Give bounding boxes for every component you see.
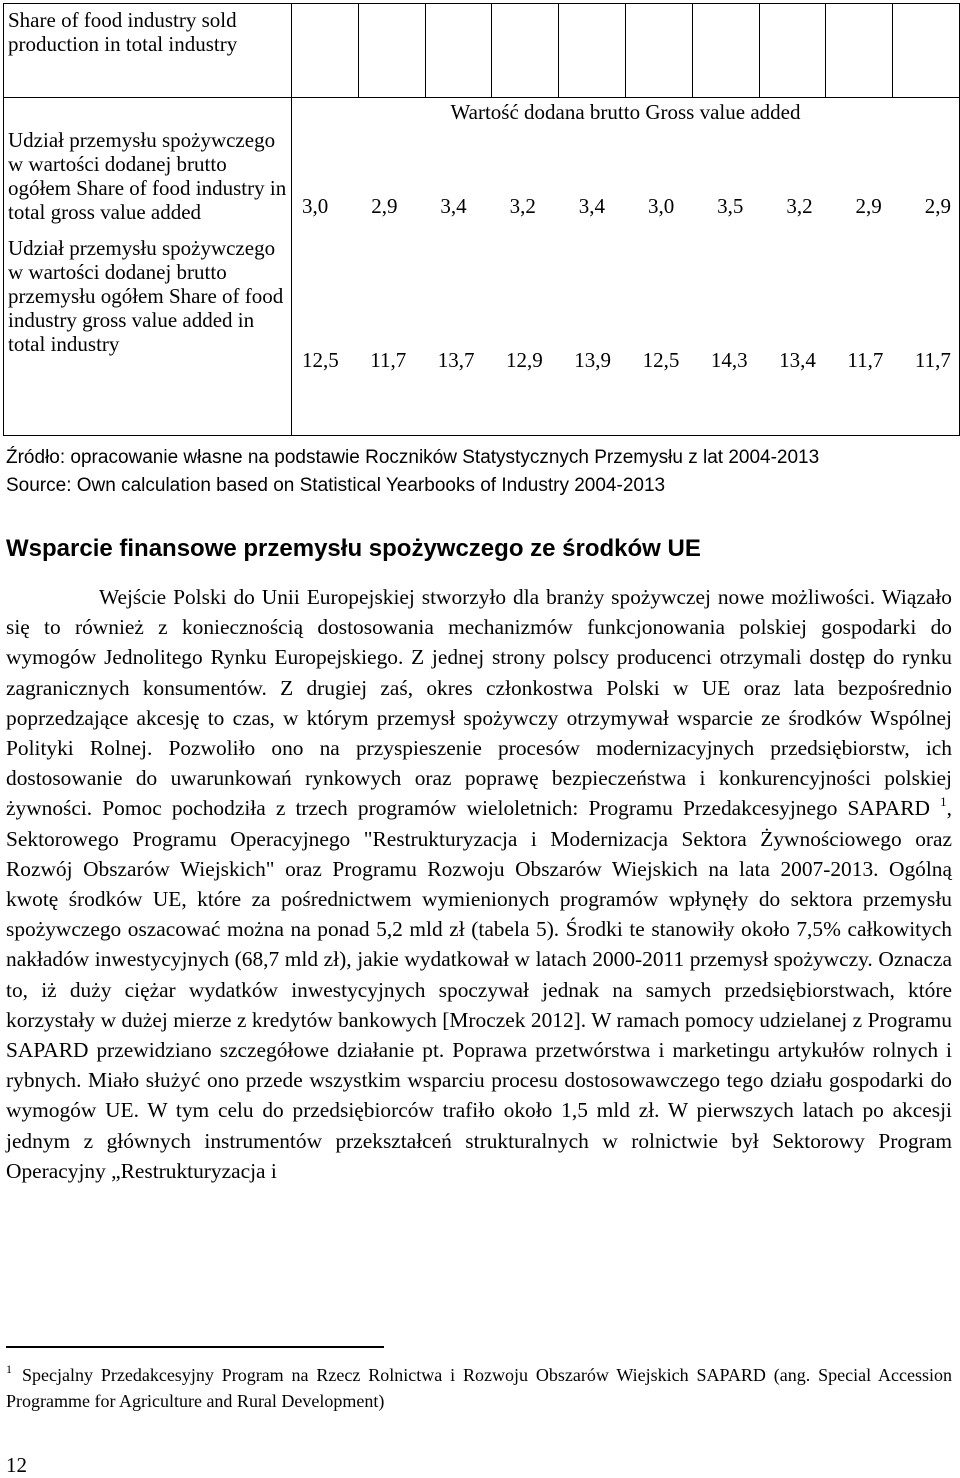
footnote-divider (6, 1346, 384, 1348)
value-cell: 11,7 (847, 348, 884, 372)
gross-value-added-block (292, 98, 960, 436)
page-number: 12 (6, 1453, 27, 1477)
table-cell (559, 4, 626, 98)
value-cell: 11,7 (370, 348, 407, 372)
body-paragraph (6, 582, 952, 1186)
footnote (6, 1362, 952, 1414)
row-label-total-gva: Udział przemysłu spożywczego w wartości dodanej brutto ogółem Share of food industry in total gross value added (8, 128, 287, 224)
footnote-text: Specjalny Przedakcesyjny Program na Rzecz Rolnictwa i Rozwoju Obszarów Wiejskich SAPARD (ang. Special Accession Programme for Agriculture and Rural Development) (6, 1365, 952, 1411)
value-cell: 12,5 (302, 348, 339, 372)
value-cell: 12,5 (642, 348, 680, 372)
table-cell (893, 4, 960, 98)
paragraph-text-part2: , Sektorowego Programu Operacyjnego "Restrukturyzacja i Modernizacja Sektora Żywnościowego oraz Rozwój Obszarów Wiejskich" oraz Programu Rozwoju Obszarów Wiejskich na lata 2007-2013. Ogólną kwotę środków UE, które za pośrednictwem wymienionych programów wpłynęły do sektora przemysłu spożywczego oszacować można na ponad 5,2 mld zł (tabela 5). Środki te stanowiły około 7,5% całkowitych nakładów inwestycyjnych (68,7 mld zł), jakie wydatkował w latach 2000-2011 przemysł spożywczy. Oznacza to, iż duży ciężar wydatków inwestycyjnych spoczywał jednak na samych przedsiębiorstwach, które korzystały w dużej mierze z kredytów bankowych [Mroczek 2012]. W ramach pomocy udzielanej z Programu SAPARD przewidziano szczegółowe działanie pt. Poprawa przetwórstwa i marketingu artykułów rolnych i rybnych. Miało służyć ono przede wszystkim wsparciu procesu dostosowawczego tego działu gospodarki do wymogów UE. W tym celu do przedsiębiorców trafiło około 1,5 mld zł. W pierwszych latach po akcesji jednym z głównych instrumentów przekształceń strukturalnych w rolnictwie był Sektorowy Program Operacyjny „Restrukturyzacja i (6, 796, 952, 1183)
table-cell (826, 4, 893, 98)
table-cell (425, 4, 492, 98)
footnote-number: 1 (6, 1362, 12, 1376)
table-source (6, 444, 819, 500)
value-cell: 3,4 (578, 194, 605, 218)
value-cell: 14,3 (710, 348, 748, 372)
value-cell: 13,4 (779, 348, 816, 372)
value-cell: 3,0 (647, 194, 675, 218)
value-cell: 2,9 (371, 194, 398, 218)
value-cell: 3,2 (509, 194, 536, 218)
value-cell: 3,2 (786, 194, 813, 218)
value-cell: 13,7 (437, 348, 475, 372)
value-cell: 13,9 (574, 348, 612, 372)
row-label-sold-production: Share of food industry sold production in total industry (4, 4, 292, 98)
table-cell (692, 4, 759, 98)
merged-header: Wartość dodana brutto Gross value added (450, 100, 801, 124)
table-cell (358, 4, 425, 98)
table-cell (625, 4, 692, 98)
value-cell: 11,7 (914, 348, 951, 372)
table-cell (292, 4, 359, 98)
value-cell: 3,4 (440, 194, 467, 218)
values-total-gva (292, 124, 959, 218)
table-cell (492, 4, 559, 98)
value-cell: 3,0 (302, 194, 329, 218)
value-cell: 2,9 (855, 194, 882, 218)
food-industry-share-table (3, 3, 960, 436)
footnote-reference[interactable]: 1 (940, 794, 947, 810)
paragraph-text-part1: Wejście Polski do Unii Europejskiej stworzyło dla branży spożywczej nowe możliwości. Wiązało się to również z koniecznością dostosowania mechanizmów funkcjonowania polskiej gospodarki do wymogów Jednolitego Rynku Europejskiego. Z jednej strony polscy producenci otrzymali dostęp do rynku zagranicznych konsumentów. Z drugiej zaś, okres członkostwa Polski w UE oraz lata bezpośrednio poprzedzające akcesję to czas, w którym przemysł spożywczy otrzymywał wsparcie ze środków Wspólnej Polityki Rolnej. Pozwoliło ono na przyspieszenie procesów modernizacyjnych przedsiębiorstw, ich dostosowanie do uwarunkowań rynkowych oraz poprawę bezpieczeństwa i konkurencyjności polskiej żywności. Pomoc pochodziła z trzech programów wieloletnich: Programu Przedakcesyjnego SAPARD (6, 585, 952, 821)
table-row-gross-value-added (4, 98, 960, 436)
row-label-industry-gva: Udział przemysłu spożywczego w wartości dodanej brutto przemysłu ogółem Share of food industry gross value added in total industry (8, 236, 284, 356)
values-industry-gva (292, 218, 959, 372)
table-cell (759, 4, 826, 98)
value-cell: 12,9 (506, 348, 543, 372)
table-row-sold-production (4, 4, 960, 98)
source-polish: Źródło: opracowanie własne na podstawie Roczników Statystycznych Przemysłu z lat 2004-2013 (6, 447, 820, 468)
value-cell: 3,5 (717, 194, 744, 218)
value-cell: 2,9 (924, 194, 951, 218)
section-heading: Wsparcie finansowe przemysłu spożywczego ze środków UE (6, 535, 701, 562)
row-labels-cell (4, 98, 292, 436)
source-english: Source: Own calculation based on Statistical Yearbooks of Industry 2004-2013 (6, 475, 666, 496)
